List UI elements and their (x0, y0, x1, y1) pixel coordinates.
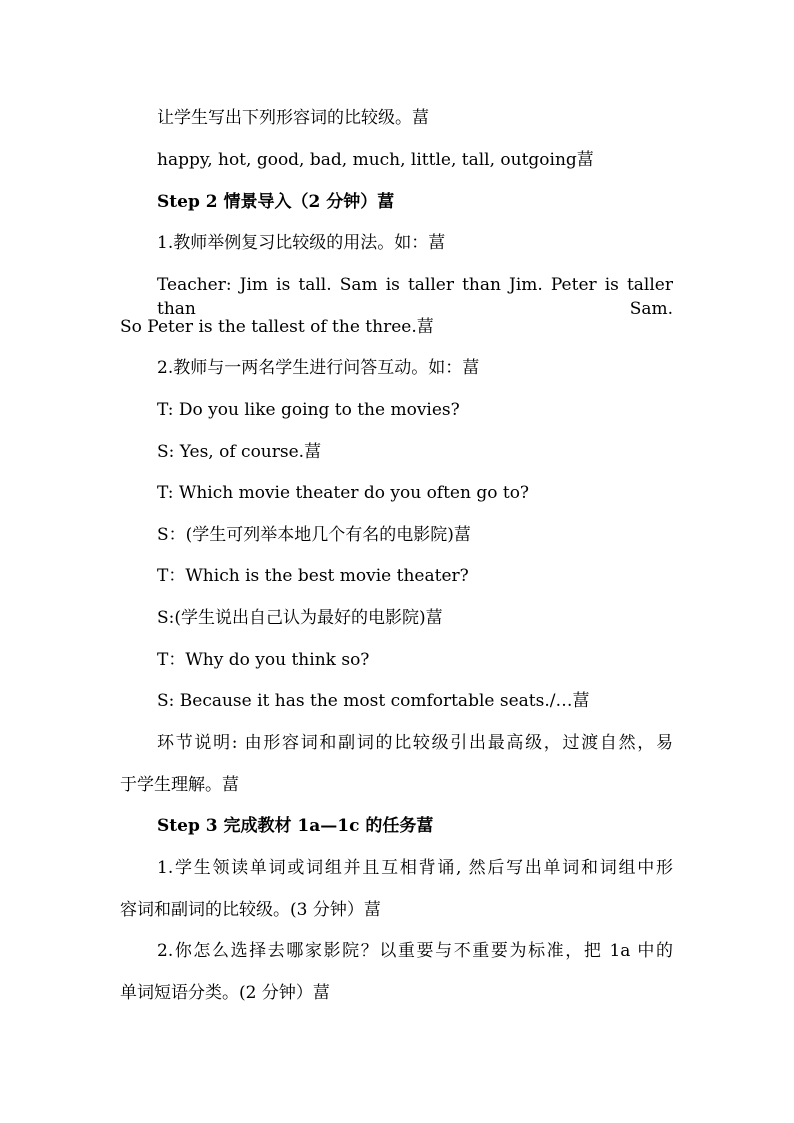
teacher-example-line-1: Teacher: Jim is tall. Sam is taller than Jim. Peter is taller than Sam. (157, 275, 673, 319)
instruction-line: 让学生写出下列形容词的比较级。葍 (157, 108, 429, 128)
step-3-item-1-line-2: 容词和副词的比较级。(3 分钟）葍 (120, 900, 381, 920)
dialogue-line: S:(学生说出自己认为最好的电影院)葍 (157, 608, 443, 628)
dialogue-line: S: Yes, of course.葍 (157, 442, 322, 462)
teacher-example-line-2: So Peter is the tallest of the three.葍 (120, 317, 434, 337)
step-3-item-1-line-1: 1.学生领读单词或词组并且互相背诵, 然后写出单词和词组中形 (157, 858, 673, 878)
dialogue-line: S: Because it has the most comfortable seats./…葍 (157, 691, 590, 711)
dialogue-line: T: Which movie theater do you often go to? (157, 483, 530, 503)
step-3-item-2-line-1: 2.你怎么选择去哪家影院？以重要与不重要为标准，把 1a 中的 (157, 941, 673, 961)
dialogue-line: T：Which is the best movie theater? (157, 566, 469, 586)
step-2-item-1: 1.教师举例复习比较级的用法。如：葍 (157, 233, 446, 253)
dialogue-line: T：Why do you think so? (157, 650, 370, 670)
step-3-heading: Step 3 完成教材 1a—1c 的任务葍 (157, 816, 434, 836)
dialogue-line: T: Do you like going to the movies? (157, 400, 460, 420)
step-2-item-2: 2.教师与一两名学生进行问答互动。如：葍 (157, 358, 480, 378)
step-3-item-2-line-2: 单词短语分类。(2 分钟）葍 (120, 983, 330, 1003)
adjective-list: happy, hot, good, bad, much, little, tall, outgoing葍 (157, 150, 594, 170)
dialogue-line: S：(学生可列举本地几个有名的电影院)葍 (157, 525, 471, 545)
step-2-heading: Step 2 情景导入（2 分钟）葍 (157, 192, 395, 212)
section-note-line-1: 环节说明: 由形容词和副词的比较级引出最高级，过渡自然，易 (157, 733, 673, 753)
section-note-line-2: 于学生理解。葍 (120, 775, 239, 795)
